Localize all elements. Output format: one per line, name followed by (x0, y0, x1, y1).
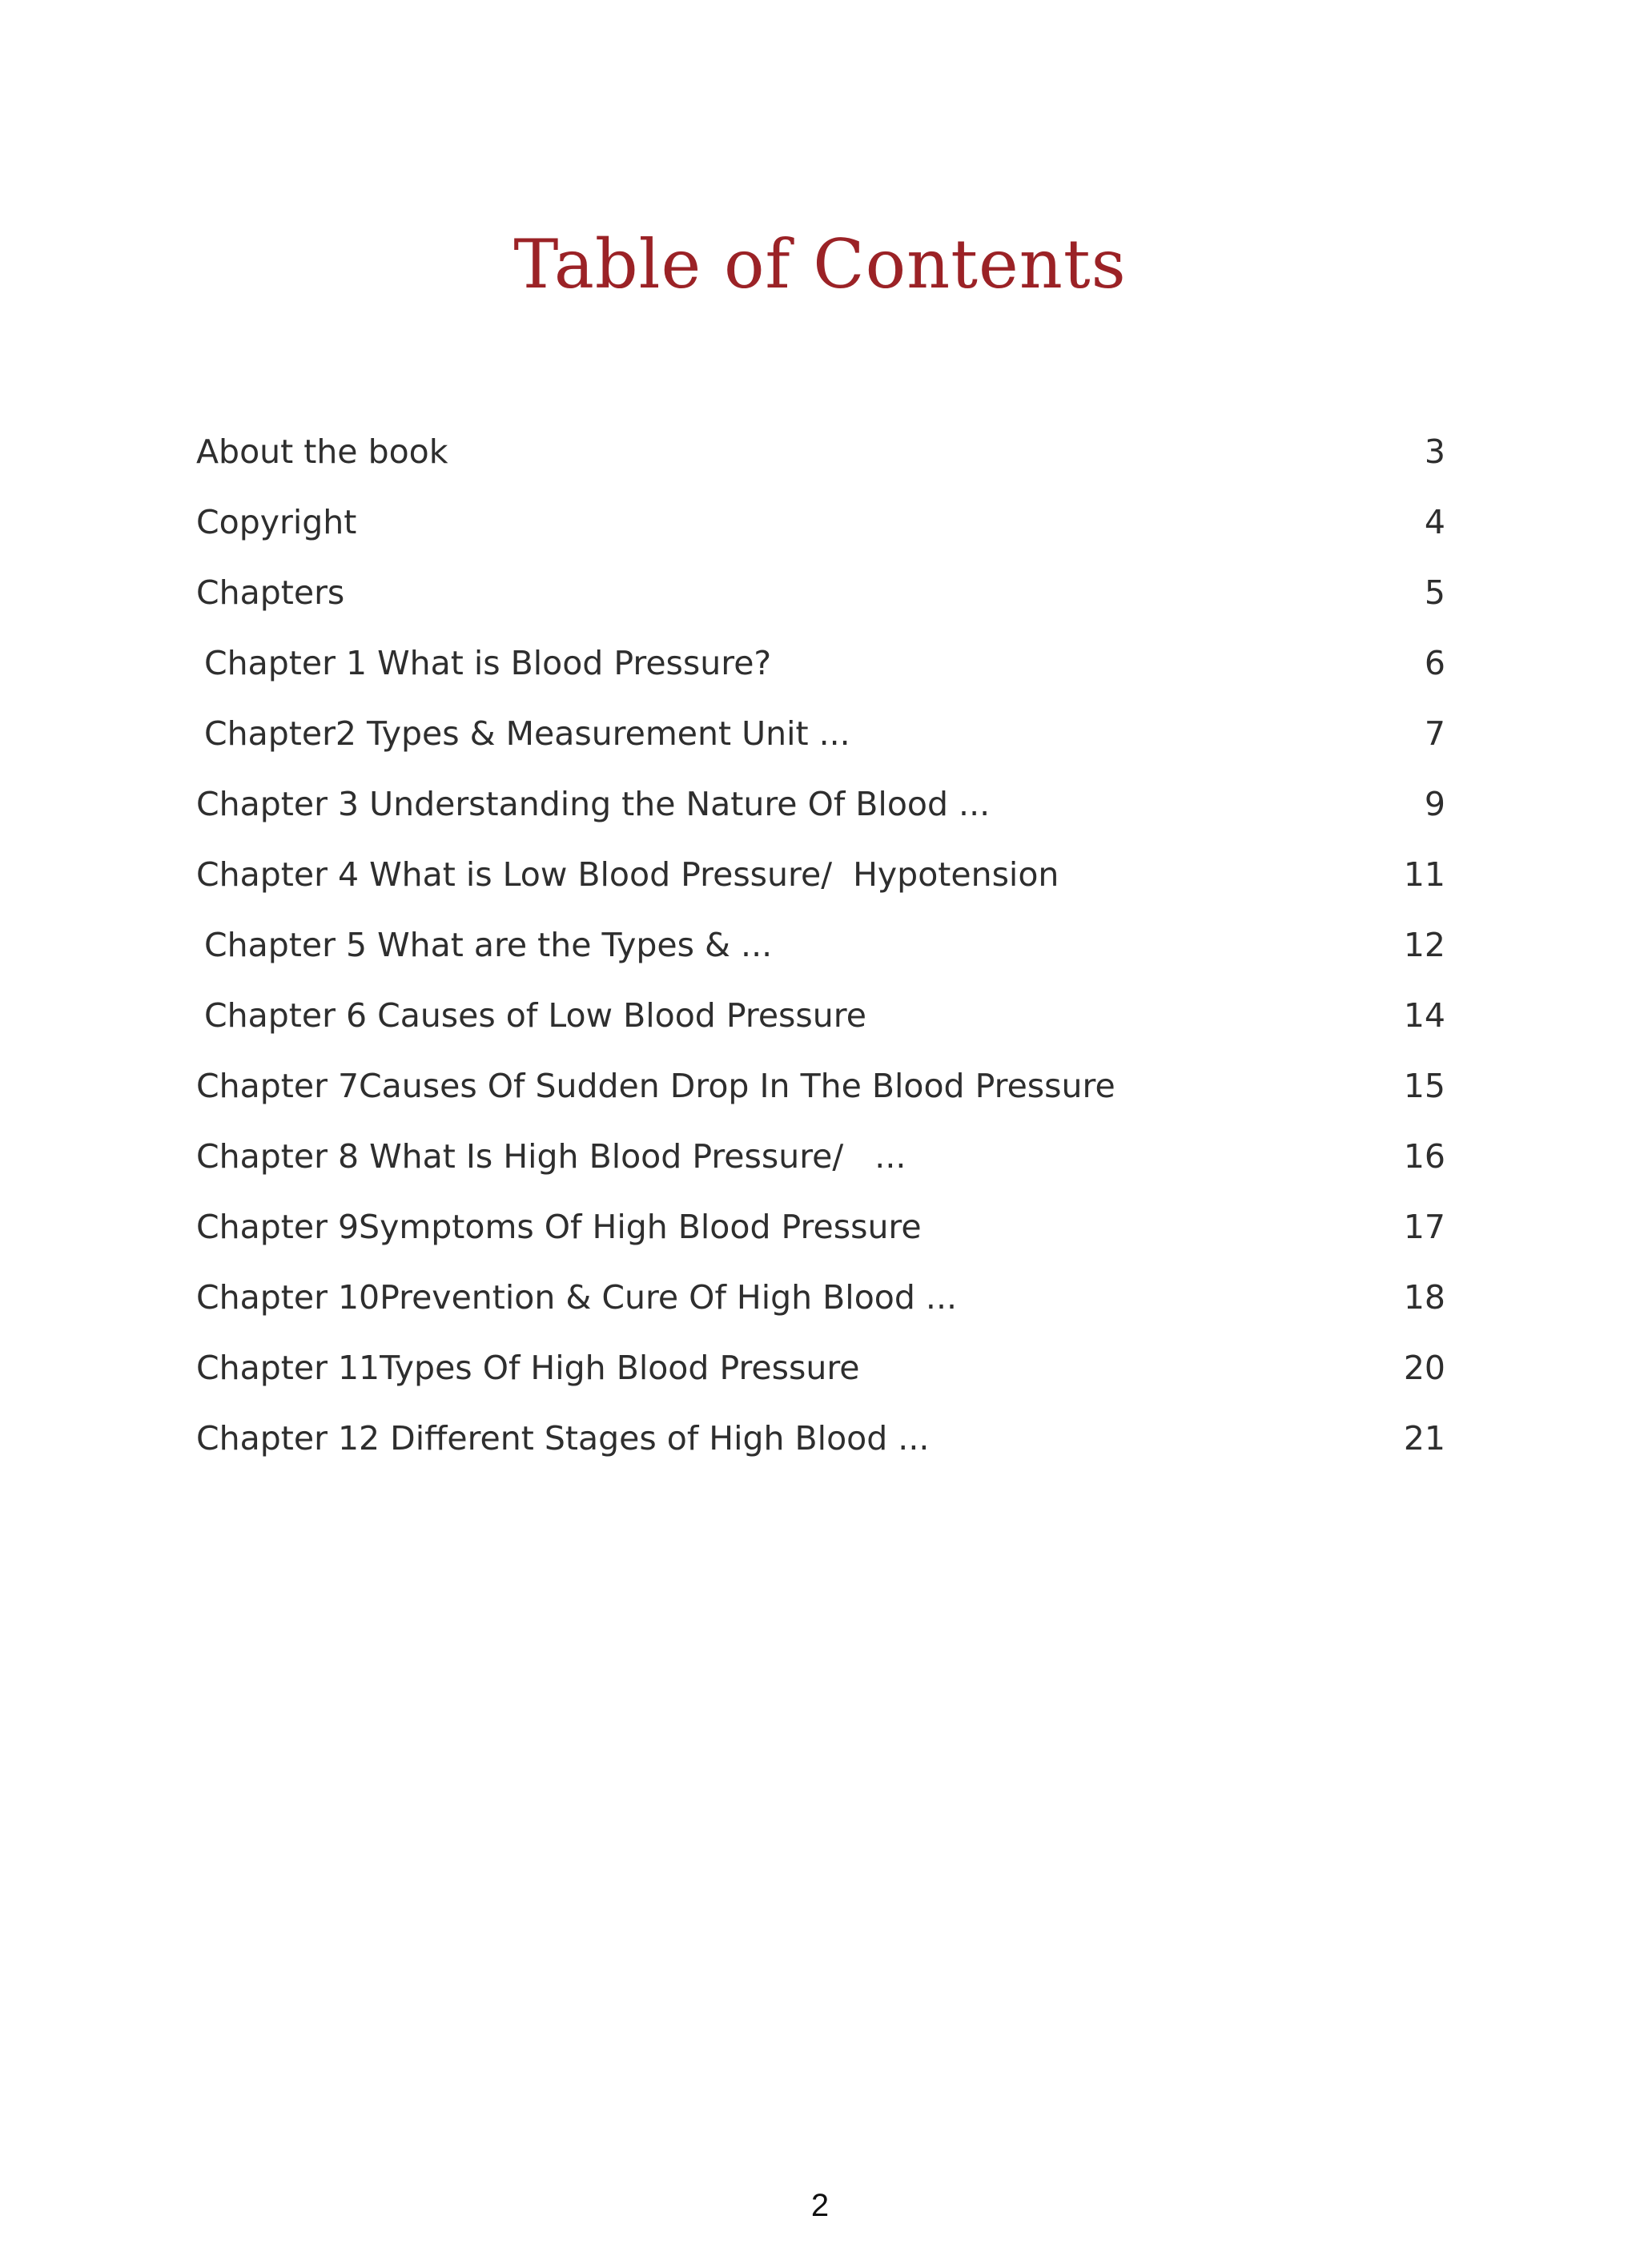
toc-entry-label: Chapter 7Causes Of Sudden Drop In The Blood Pressure (196, 1067, 1115, 1105)
toc-entry[interactable] (196, 557, 1445, 628)
toc-entry[interactable] (196, 416, 1445, 487)
page-number: 2 (810, 2188, 830, 2223)
toc-entry-label: Chapter2 Types & Measurement Unit ... (204, 714, 850, 753)
toc-entry-page: 15 (1403, 1067, 1445, 1105)
toc-entry[interactable] (196, 910, 1445, 980)
toc-entry-page: 7 (1424, 714, 1445, 753)
toc-entry-page: 11 (1403, 855, 1445, 894)
toc-entry[interactable] (196, 1403, 1445, 1474)
toc-list (196, 416, 1445, 1474)
toc-entry-label: Chapter 3 Understanding the Nature Of Blood ... (196, 785, 991, 823)
toc-entry-page: 5 (1424, 573, 1445, 612)
toc-entry-label: Copyright (196, 503, 357, 541)
toc-entry-page: 14 (1403, 996, 1445, 1035)
toc-entry-page: 9 (1424, 785, 1445, 823)
toc-entry-label: Chapter 8 What Is High Blood Pressure/ ... (196, 1137, 906, 1176)
toc-entry[interactable] (196, 1051, 1445, 1121)
toc-entry-page: 21 (1403, 1419, 1445, 1458)
toc-entry-label: Chapter 12 Different Stages of High Blood ... (196, 1419, 930, 1458)
toc-entry-page: 4 (1424, 503, 1445, 541)
toc-entry-label: Chapter 1 What is Blood Pressure? (204, 644, 772, 682)
toc-entry[interactable] (196, 1262, 1445, 1333)
toc-entry-page: 12 (1403, 926, 1445, 964)
toc-entry-label: Chapter 4 What is Low Blood Pressure/ Hypotension (196, 855, 1059, 894)
toc-entry-label: Chapter 5 What are the Types & ... (204, 926, 773, 964)
toc-entry-label: Chapter 6 Causes of Low Blood Pressure (204, 996, 866, 1035)
toc-entry-label: Chapter 9Symptoms Of High Blood Pressure (196, 1208, 922, 1246)
toc-entry[interactable] (196, 628, 1445, 698)
toc-entry[interactable] (196, 698, 1445, 769)
toc-entry-page: 18 (1403, 1278, 1445, 1317)
toc-entry[interactable] (196, 839, 1445, 910)
toc-entry[interactable] (196, 1121, 1445, 1192)
toc-entry-label: Chapters (196, 573, 345, 612)
toc-entry-page: 20 (1403, 1349, 1445, 1387)
toc-entry[interactable] (196, 1333, 1445, 1403)
toc-entry-page: 6 (1424, 644, 1445, 682)
toc-entry[interactable] (196, 1192, 1445, 1262)
toc-entry[interactable] (196, 980, 1445, 1051)
toc-entry-label: Chapter 11Types Of High Blood Pressure (196, 1349, 860, 1387)
toc-entry-page: 16 (1403, 1137, 1445, 1176)
toc-entry-page: 17 (1403, 1208, 1445, 1246)
toc-entry-label: Chapter 10Prevention & Cure Of High Blood ... (196, 1278, 958, 1317)
toc-entry-page: 3 (1424, 432, 1445, 471)
toc-entry-label: About the book (196, 432, 448, 471)
toc-entry[interactable] (196, 769, 1445, 839)
page-title: Table of Contents (513, 225, 1127, 304)
toc-entry[interactable] (196, 487, 1445, 557)
